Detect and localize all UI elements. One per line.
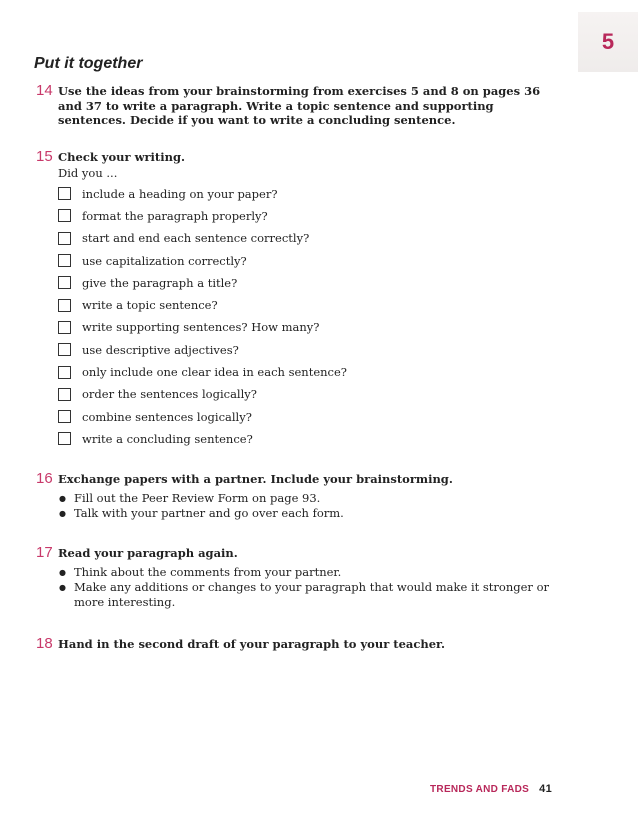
exercise-instruction: Read your paragraph again.: [58, 546, 238, 560]
exercise-14: [36, 84, 556, 128]
checklist-item: [58, 405, 556, 427]
checkbox[interactable]: [58, 209, 71, 222]
checkbox[interactable]: [58, 321, 71, 334]
checkbox[interactable]: [58, 410, 71, 423]
bullet-list: [58, 491, 576, 521]
checklist-item-label: order the sentences logically?: [82, 387, 257, 402]
section-title: Put it together: [34, 55, 143, 72]
chapter-number: 5: [601, 29, 615, 54]
checkbox[interactable]: [58, 388, 71, 401]
checkbox[interactable]: [58, 343, 71, 356]
checkbox[interactable]: [58, 187, 71, 200]
checklist-item: [58, 249, 556, 271]
checklist-item-label: include a heading on your paper?: [82, 186, 278, 201]
checklist-item: [58, 316, 556, 338]
writing-checklist: [58, 183, 556, 451]
checklist-item-label: give the paragraph a title?: [82, 275, 238, 290]
exercise-instruction: Use the ideas from your brainstorming from exercises 5 and 8 on pages 36 and 37 to write a paragraph. Write a topic sentence and supporting sentences. Decide if you want to write a concluding sentence.: [58, 84, 541, 127]
checkbox[interactable]: [58, 299, 71, 312]
checklist-item: [58, 339, 556, 361]
checklist-item-label: only include one clear idea in each sentence?: [82, 365, 347, 380]
bullet-item: ● Fill out the Peer Review Form on page 93.: [58, 491, 564, 506]
bullet-list: [58, 565, 576, 610]
checklist-item: [58, 227, 556, 249]
checklist-item-label: combine sentences logically?: [82, 409, 252, 424]
checklist-item-label: use capitalization correctly?: [82, 253, 247, 268]
exercise-17: [36, 546, 576, 610]
checklist-item-label: write a topic sentence?: [82, 298, 218, 313]
checklist-item-label: format the paragraph properly?: [82, 208, 268, 223]
exercise-16: [36, 472, 576, 521]
checklist-item-label: write a concluding sentence?: [82, 431, 253, 446]
checklist-item: [58, 428, 556, 450]
checkbox[interactable]: [58, 366, 71, 379]
checklist-item: [58, 383, 556, 405]
exercise-number: 14: [36, 82, 53, 99]
exercise-instruction: Exchange papers with a partner. Include your brainstorming.: [58, 472, 453, 486]
exercise-number: 16: [36, 470, 53, 487]
unit-title: TRENDS AND FADS: [430, 784, 530, 795]
checkbox[interactable]: [58, 254, 71, 267]
exercise-instruction: Hand in the second draft of your paragraph to your teacher.: [58, 637, 446, 651]
checklist-item-label: write supporting sentences? How many?: [82, 320, 320, 335]
checklist-item: [58, 272, 556, 294]
exercise-subtext: Did you ...: [58, 165, 118, 180]
page-footer: [430, 783, 552, 795]
checkbox[interactable]: [58, 232, 71, 245]
checklist-item-label: use descriptive adjectives?: [82, 342, 239, 357]
bullet-item: ● Think about the comments from your partner.: [58, 565, 564, 580]
checkbox[interactable]: [58, 276, 71, 289]
checklist-item-label: start and end each sentence correctly?: [82, 231, 310, 246]
exercise-number: 15: [36, 148, 53, 165]
checklist-item: [58, 294, 556, 316]
exercise-number: 17: [36, 544, 53, 561]
exercise-number: 18: [36, 635, 53, 652]
bullet-item: ● Make any additions or changes to your paragraph that would make it stronger or more interesting.: [58, 580, 564, 610]
checkbox[interactable]: [58, 432, 71, 445]
exercise-18: [36, 637, 576, 652]
exercise-15: [36, 150, 556, 450]
exercise-instruction: Check your writing.: [58, 150, 185, 164]
checklist-item: [58, 361, 556, 383]
page-number: 41: [539, 783, 552, 795]
checklist-item: [58, 205, 556, 227]
bullet-item: ● Talk with your partner and go over each form.: [58, 506, 564, 521]
checklist-item: [58, 183, 556, 205]
chapter-tab: [578, 12, 638, 72]
